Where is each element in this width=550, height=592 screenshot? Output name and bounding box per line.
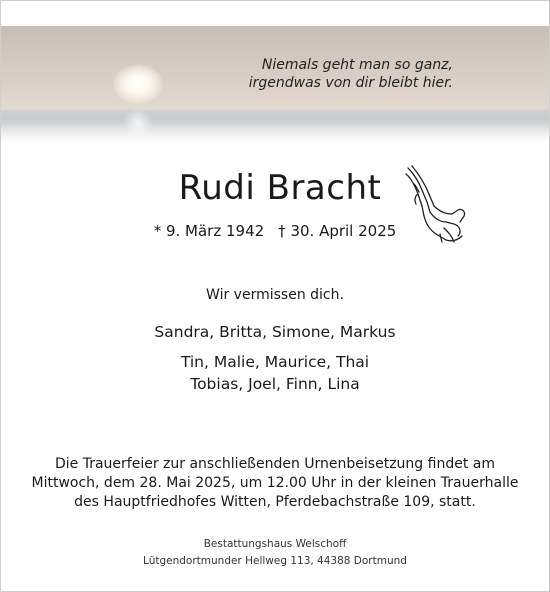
deceased-name: Rudi Bracht [178, 168, 382, 208]
undertaker-address: Lütgendortmunder Hellweg 113, 44388 Dortmund [143, 555, 407, 567]
grandchildren-line-2: Tobias, Joel, Finn, Lina [190, 375, 360, 393]
ceremony-line-1: Die Trauerfeier zur anschließenden Urnenbeisetzung findet am [54, 456, 495, 472]
birth-date: * 9. März 1942 [153, 222, 265, 240]
quote-line-2: irgendwas von dir bleibt hier. [248, 75, 453, 91]
ceremony-line-3: des Hauptfriedhofes Witten, Pferdebachstraße 109, statt. [74, 494, 476, 510]
memorial-quote [249, 56, 453, 92]
banner-fade [1, 118, 549, 144]
sunset-banner-image [1, 26, 549, 144]
life-dates [0, 222, 550, 240]
death-date: † 30. April 2025 [278, 222, 397, 240]
ceremony-info [0, 455, 550, 512]
quote-line-1: Niemals geht man so ganz, [261, 57, 453, 73]
grandchildren-line-1: Tin, Malie, Maurice, Thai [180, 353, 370, 371]
children-names: Sandra, Britta, Simone, Markus [154, 323, 396, 341]
undertaker-info [0, 536, 550, 570]
ceremony-line-2: Mittwoch, dem 28. Mai 2025, um 12.00 Uhr in der kleinen Trauerhalle [31, 475, 519, 491]
mourning-intro: Wir vermissen dich. [206, 287, 344, 303]
sun-image [113, 64, 163, 104]
undertaker-name: Bestattungshaus Welschoff [203, 538, 347, 550]
